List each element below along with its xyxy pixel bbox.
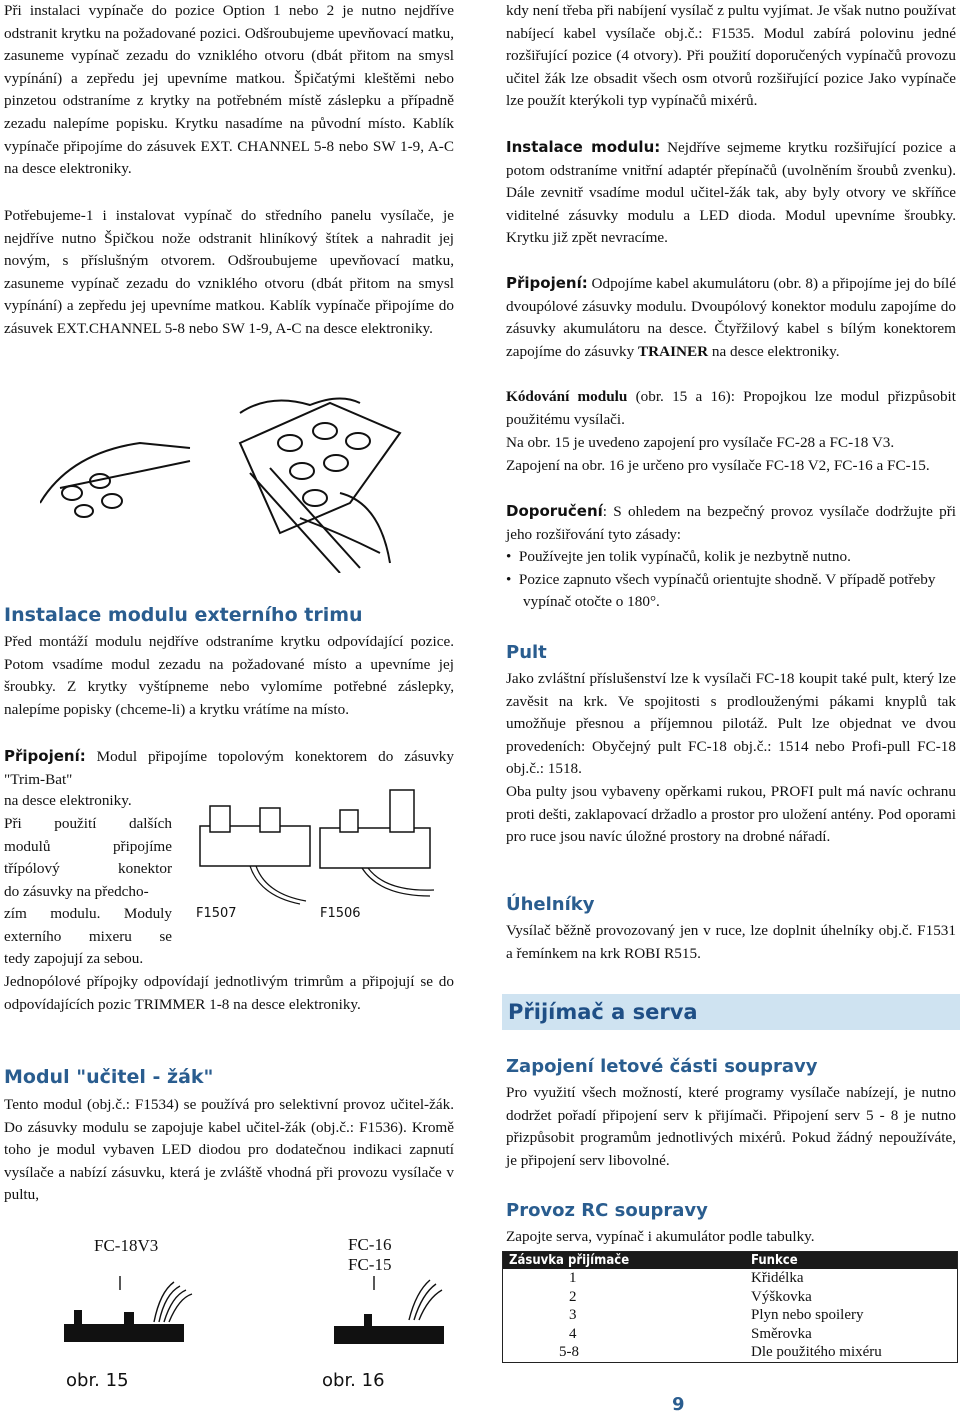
paragraph-trim-install: Před montáží modulu nejdříve odstraníme krytku odpovídající pozice. Potom vsadíme modul zezadu na požadované místo a upevníme jej šroubky. Z krytky vyštípneme nebo vylomíme potřebné záslepky, nalepíme popisky (chceme-li) a krytku vrátíme na místo. (4, 633, 454, 718)
paragraph-pult-features: Oba pulty jsou vybaveny opěrkami rukou, PROFI pult má navíc ochranu proti dešti, zaklapovací držadlo a prostor pro uložení antény. Pod oporami pro ruce jsou navíc úložné prostory na drobné nářadí. (506, 783, 956, 846)
paragraph-recommendation: Doporučení: S ohledem na bezpečný provoz vysílače dodržujte při jeho rozšiřování tyto zásady: (506, 502, 956, 543)
paragraph-pult-charge: kdy není třeba při nabíjení vysílač z pultu vyjímat. Je však nutno používat nabíjecí kabel vysílače obj.č.: F1535. Modul zabírá polovinu jedné rozšiřující pozice (4 otvory). Při použití doporučených vypínačů provozu učitel žák lze obsadit všech osm otvorů rozšiřující pozice Jako vypínače lze použít kterýkoli typ vypínačů mixérů. (506, 2, 956, 110)
paragraph-module-coding: Kódování modulu (obr. 15 a 16): Propojkou lze modul přizpůsobit použitému vysílači. (506, 388, 956, 428)
table-header: Funkce (745, 1252, 958, 1270)
table-row: 5-8 Dle použitého mixéru (559, 1344, 882, 1360)
lead-pripojeni: Připojení: (4, 747, 86, 765)
paragraph-trim-pins: Jednopólové přípojky odpovídají jednotlivým trimrům a připojují se do odpovídajících pozic TRIMMER 1-8 na desce elektroniky. (4, 973, 454, 1013)
paragraph-teacher-student: Tento modul (obj.č.: F1534) se používá pro selektivní provoz učitel-žák. Do zásuvky modulu se zapojuje kabel učitel-žák (obj.č.: F1536). Kromě toho je modul vybaven LED diodou pro dodatečnou indikaci zapnutí vysílače a nabízí zásuvku, která je zvláště vhodná při provozu vysílače v pultu, (4, 1096, 454, 1204)
pliers-illustration (40, 383, 420, 573)
recommendation-list (506, 546, 956, 614)
heading-trim-module: Instalace modulu externího trimu (4, 604, 363, 626)
label-fc16: FC-16 (348, 1235, 392, 1254)
receiver-table (502, 1251, 958, 1363)
paragraph-pult: Jako zvláštní příslušenství lze k vysílači FC-18 koupit také pult, který lze zavěsit na krk. Ve spojitosti s prodlouženými pákami knyplů tak umožňuje přesnou a příjemnou pilotáž. Pult lze objednat ve dvou provedeních: Obyčejný pult FC-18 obj.č.: 1514 nebo Profi-pull FC-18 obj.č.: 1518. (506, 670, 956, 778)
lead-instalace-modulu: Instalace modulu: (506, 138, 661, 156)
page-number: 9 (672, 1394, 685, 1415)
paragraph-zapojeni: Pro využití všech možností, které programy vysílače nabízejí, je nutno dodržet pořadí připojení serv k přijímači. Připojení serv 5 - 8 je nutno přizpůsobit programům jednotlivých mixérů. Pokud žádný nepoužíváte, je připojení serv libovolné. (506, 1084, 956, 1169)
table-header: Zásuvka přijímače (503, 1252, 746, 1270)
list-item: • Používejte jen tolik vypínačů, kolik je nezbytně nutno. (506, 548, 851, 565)
list-item: • Pozice zapnuto všech vypínačů orientujte shodně. V případě potřeby vypínač otočte o 180°. (506, 570, 936, 611)
table-row: 3 Plyn nebo spoilery (569, 1307, 864, 1323)
caption-obr-15: obr. 15 (66, 1370, 129, 1391)
paragraph-module-install: Instalace modulu: Nejdříve sejmeme krytku rozšiřující pozice a potom odstraníme vnitřní adaptér přepínačů (uvolněním šroubů zvenku). Dále zevnitř vsadíme modul učitel-žák tak, aby byly otvory ve skříňce viditelné zásuvky modulu a LED dioda. Modul upevníme šroubky. Krytku již zpět nevracíme. (506, 138, 956, 247)
heading-zapojeni: Zapojení letové části soupravy (506, 1056, 818, 1077)
label-fc18v3: FC-18V3 (94, 1236, 159, 1255)
caption-obr-16: obr. 16 (322, 1370, 385, 1391)
paragraph-center-panel: Potřebujeme-1 i instalovat vypínač do středního panelu vysílače, je nejdříve nutno Špičkou nože odstranit hliníkový štítek a nahradit jej novým, s příslušným otvorem. Odšroubujeme upevňovací matku, zasuneme vypínač zezadu do vzniklého otvoru (dbát přitom na smysl vypínání) a zepředu jej upevníme matkou. Kablík vypínače připojíme do zásuvek EXT.CHANNEL 5-8 nebo SW 1-9, A-C na desce elektroniky. (4, 207, 454, 337)
lead-kodovani: Kódování modulu (506, 388, 628, 405)
label-fc15: FC-15 (348, 1255, 392, 1274)
label-f1507: F1507 (196, 906, 237, 921)
heading-uhelniky: Úhelníky (506, 894, 595, 915)
paragraph-obr15: Na obr. 15 je uvedeno zapojení pro vysílače FC-28 a FC-18 V3. (506, 434, 895, 451)
figure-15-16-illustration (64, 1262, 444, 1362)
paragraph-uhelniky: Vysílač běžně provozovaný jen v ruce, lze doplnit úhelníky obj.č. F1531 a řemínkem na krk ROBI R515. (506, 922, 956, 962)
paragraph-provoz: Zapojte serva, vypínač i akumulátor podle tabulky. (506, 1228, 815, 1245)
lead-pripojeni-right: Připojení: (506, 274, 588, 292)
heading-provoz: Provoz RC soupravy (506, 1200, 708, 1221)
label-f1506: F1506 (320, 906, 361, 921)
lead-doporuceni: Doporučení (506, 502, 603, 520)
table-row: 1 Křidélka (569, 1270, 804, 1286)
heading-pult: Pult (506, 642, 547, 663)
section-band-receiver: Přijímač a serva (502, 994, 960, 1030)
table-row: 2 Výškovka (569, 1288, 812, 1305)
table-row: 4 Směrovka (569, 1325, 812, 1342)
heading-teacher-student: Modul "učitel - žák" (4, 1066, 214, 1088)
paragraph-option-install: Při instalaci vypínače do pozice Option 1 nebo 2 je nutno nejdříve odstranit krytku na požadované pozici. Odšroubujeme upevňovací matku, zasuneme vypínač zezadu do vzniklého otvoru (dbát přitom na smysl vypínání) a zepředu jej upevníme matkou. Špičatými kleštěmi nebo pinzetou odstraníme z krytky na potřebném místě záslepku a případně zezadu nalepíme popisku. Krytku nasadíme na původní místo. Kablík vypínače připojíme do zásuvek EXT. CHANNEL 5-8 nebo SW 1-9, A-C na desce elektroniky. (4, 2, 454, 178)
paragraph-obr16: Zapojení na obr. 16 je určeno pro vysílače FC-18 V2, FC-16 a FC-15. (506, 457, 930, 474)
paragraph-module-connection: Připojení: Odpojíme kabel akumulátoru (obr. 8) a připojíme jej do bílé dvoupólové zásuvky modulu. Dvoupólový konektor modulu zapojíme do zásuvky akumulátoru na desce. Čtyřžilový kabel s bílým konektorem zapojíme do zásuvky TRAINER na desce elektroniky. (506, 274, 956, 360)
paragraph-trim-connection: Připojení: Modul připojíme topolovým konektorem do zásuvky "Trim-Bat" (4, 747, 454, 788)
